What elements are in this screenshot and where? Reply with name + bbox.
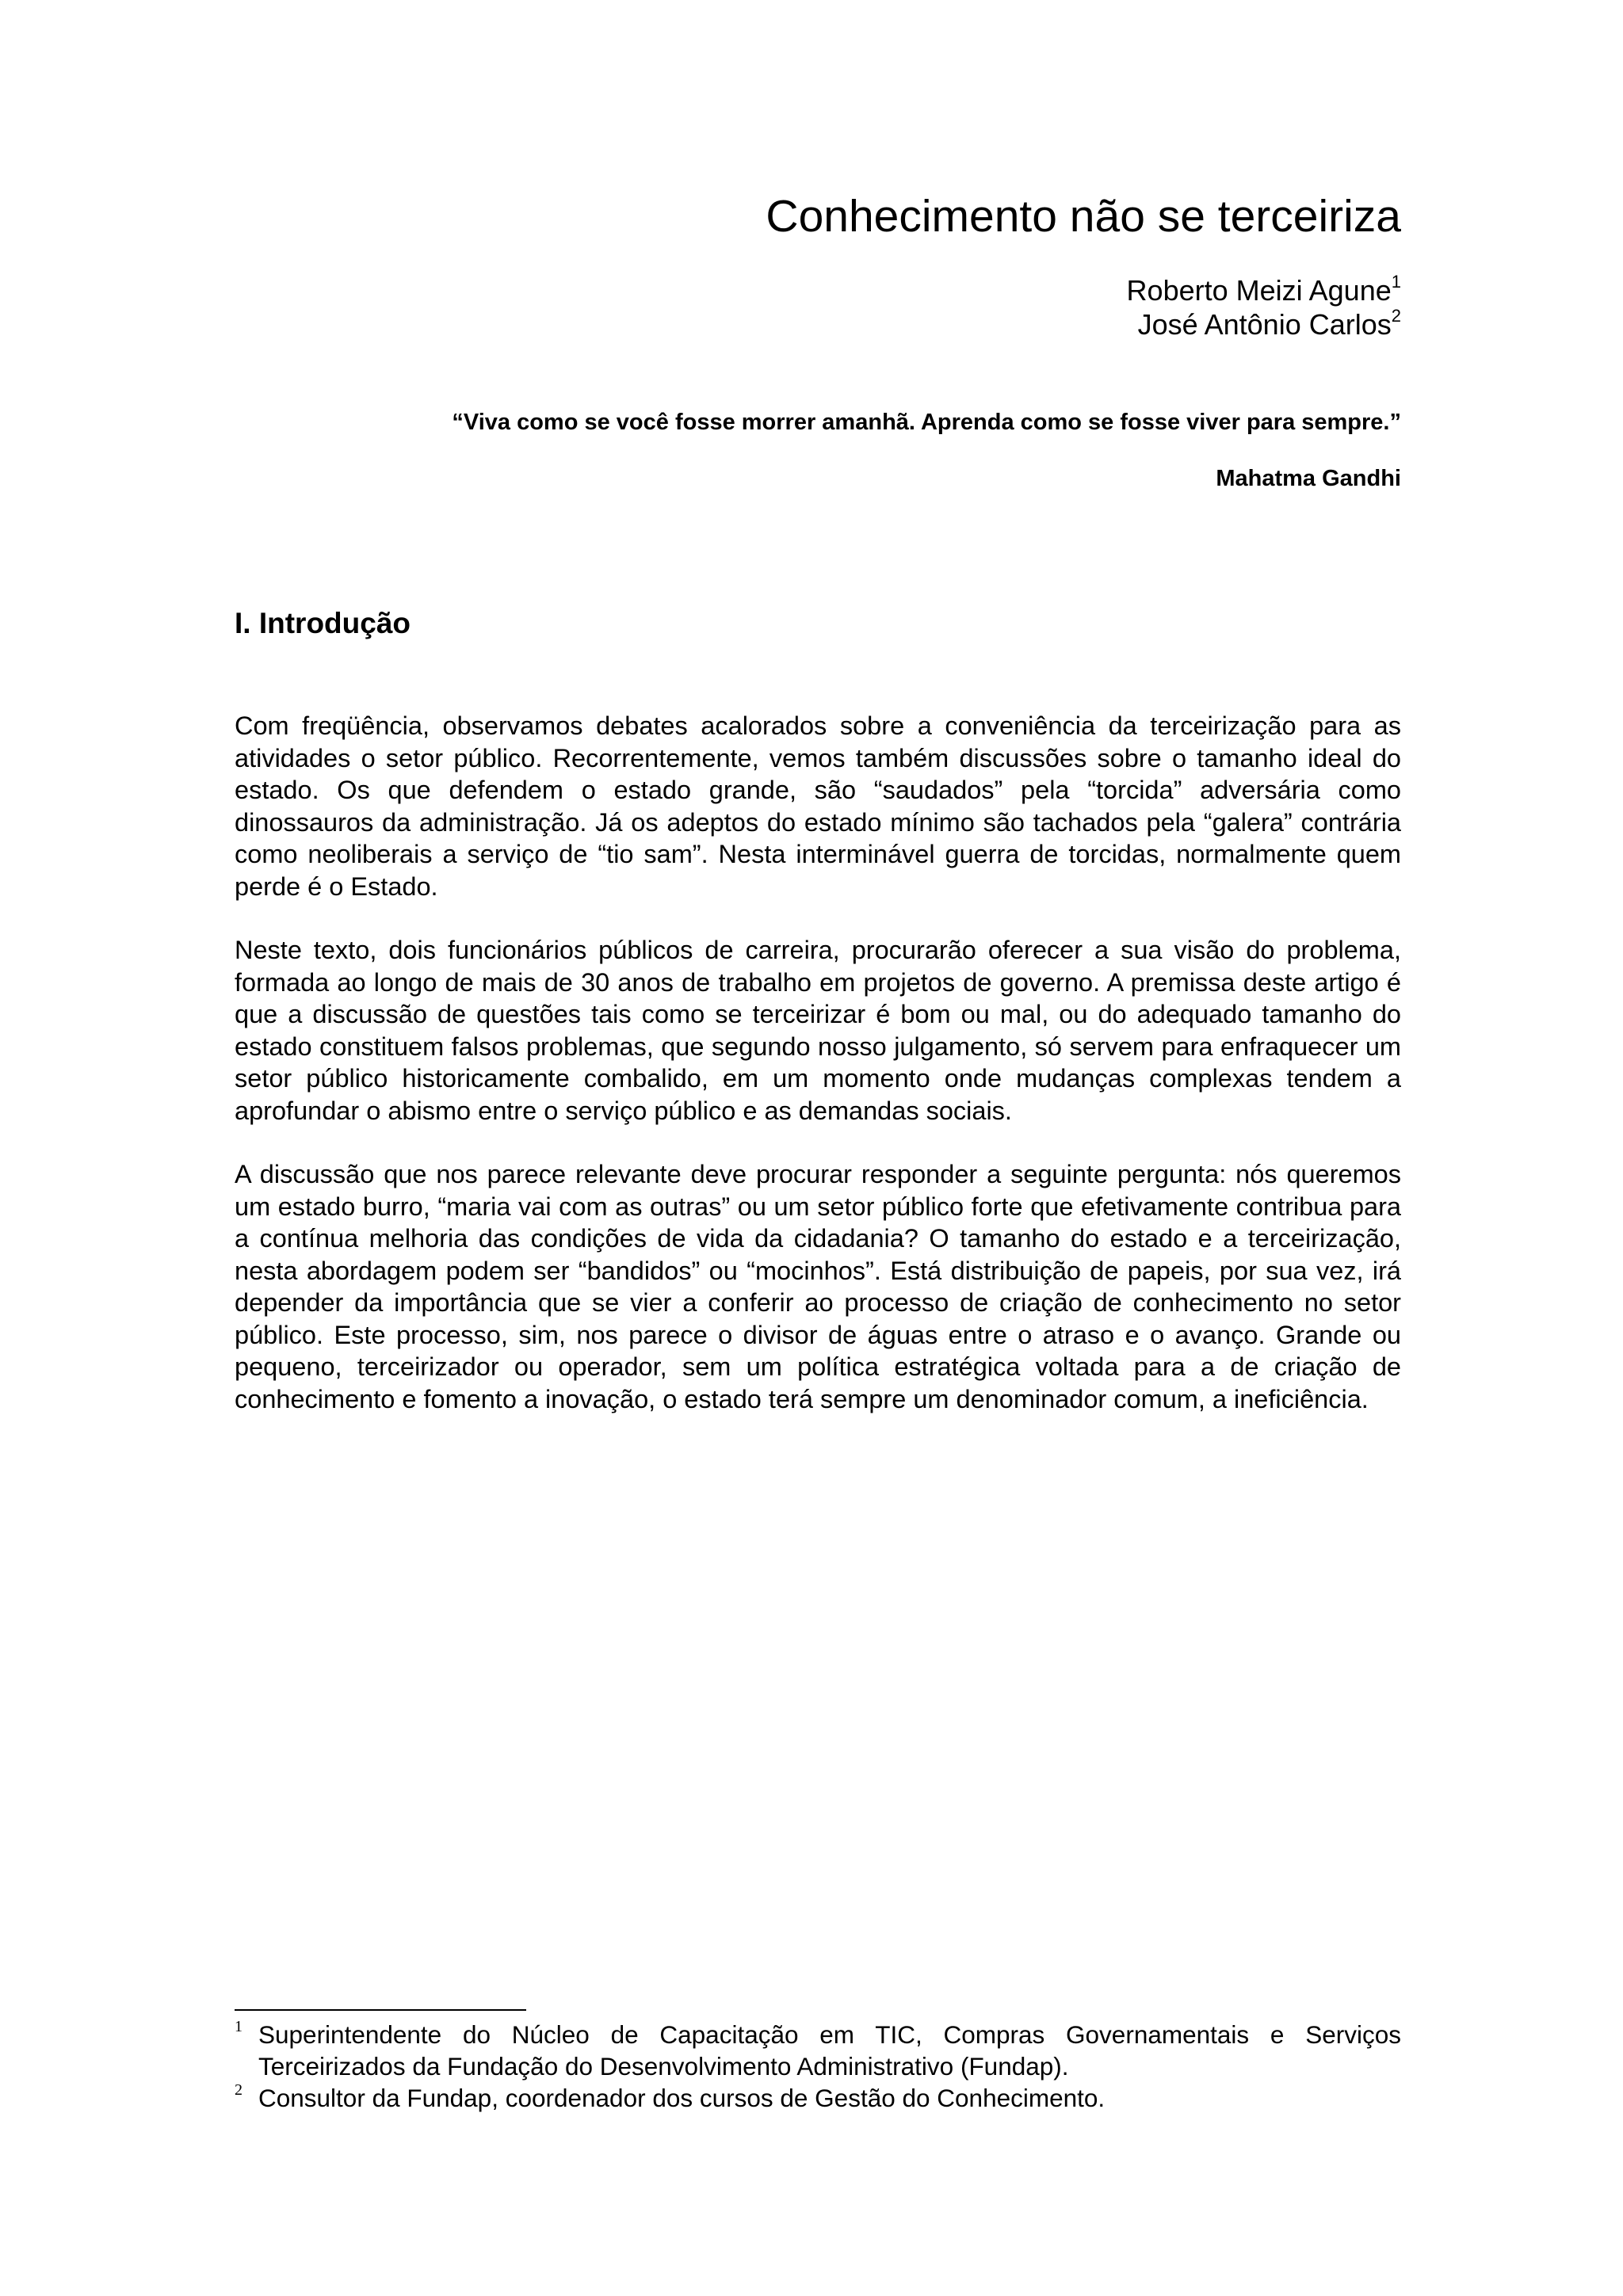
body-paragraph: Neste texto, dois funcionários públicos de carreira, procurarão oferecer a sua visão do problema, formada ao longo de mais de 30 anos de trabalho em projetos de governo. A premissa deste artigo é que a discussão de questões tais como se terceirizar é bom ou mal, ou do adequado tamanho do estado constituem falsos problemas, que segundo nosso julgamento, só servem para enfraquecer um setor público historicamente combalido, em um momento onde mudanças complexas tendem a aprofundar o abismo entre o serviço público e as demandas sociais. bbox=[235, 936, 1401, 1125]
section-body bbox=[235, 710, 1401, 1447]
epigraph-quote: “Viva como se você fosse morrer amanhã. Aprenda como se fosse viver para sempre.” bbox=[452, 410, 1401, 435]
footnote bbox=[235, 2019, 1401, 2082]
footnote-separator bbox=[235, 2009, 526, 2011]
footnote-mark: 1 bbox=[235, 2018, 242, 2035]
footnote-text: Consultor da Fundap, coordenador dos cursos de Gestão do Conhecimento. bbox=[258, 2084, 1106, 2112]
section-heading: I. Introdução bbox=[235, 607, 411, 639]
author-name: José Antônio Carlos bbox=[1137, 308, 1392, 341]
footnotes bbox=[235, 2019, 1401, 2114]
footnote bbox=[235, 2082, 1401, 2114]
footnote-text: Superintendente do Núcleo de Capacitação em TIC, Compras Governamentais e Serviços Terceirizados da Fundação do Desenvolvimento Administrativo (Fundap). bbox=[258, 2020, 1401, 2081]
author-list bbox=[1127, 273, 1401, 341]
footnote-ref[interactable]: 2 bbox=[1391, 306, 1401, 326]
document-title: Conhecimento não se terceiriza bbox=[766, 191, 1401, 242]
author-name: Roberto Meizi Agune bbox=[1126, 274, 1392, 307]
epigraph-author: Mahatma Gandhi bbox=[1216, 466, 1401, 491]
author-line bbox=[1127, 273, 1401, 307]
footnote-ref[interactable]: 1 bbox=[1391, 272, 1401, 292]
author-line bbox=[1127, 307, 1401, 341]
body-paragraph: A discussão que nos parece relevante deve procurar responder a seguinte pergunta: nós queremos um estado burro, “maria vai com as outras” ou um setor público forte que efetivamente contribua para a contínua melhoria das condições de vida da cidadania? O tamanho do estado e a terceirização, nesta abordagem podem ser “bandidos” ou “mocinhos”. Está distribuição de papeis, por sua vez, irá depender da importância que se vier a conferir ao processo de criação de conhecimento no setor público. Este processo, sim, nos parece o divisor de águas entre o atraso e o avanço. Grande ou pequeno, terceirizador ou operador, sem um política estratégica voltada para a de criação de conhecimento e fomento a inovação, o estado terá sempre um denominador comum, a ineficiência. bbox=[235, 1160, 1401, 1413]
footnote-mark: 2 bbox=[235, 2081, 242, 2099]
body-paragraph: Com freqüência, observamos debates acalorados sobre a conveniência da terceirização para as atividades o setor público. Recorrentemente, vemos também discussões sobre o tamanho ideal do estado. Os que defendem o estado grande, são “saudados” pela “torcida” adversária como dinossauros da administração. Já os adeptos do estado mínimo são tachados pela “galera” contrária como neoliberais a serviço de “tio sam”. Nesta interminável guerra de torcidas, normalmente quem perde é o Estado. bbox=[235, 711, 1401, 901]
